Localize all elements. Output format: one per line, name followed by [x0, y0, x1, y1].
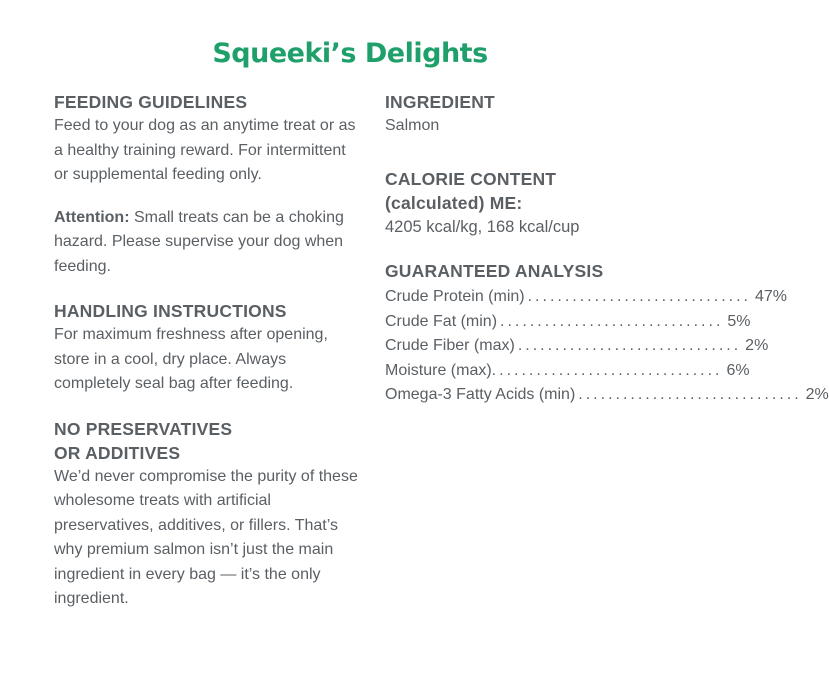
handling-instructions-heading: HANDLING INSTRUCTIONS: [54, 301, 287, 321]
analysis-value: 6%: [726, 361, 750, 379]
no-preservatives-text: We’d never compromise the purity of these wholesome treats with artificial preservatives, additives, or fillers. That’s why premium salmon isn’t just the main ingredient in every bag — it’s the only ingredient.: [54, 467, 358, 607]
right-column: [385, 90, 829, 424]
guaranteed-analysis-table: [385, 285, 829, 408]
analysis-label: Crude Fat (min): [385, 312, 498, 330]
attention-text: Small treats can be a choking hazard. Please supervise your dog when feeding.: [54, 208, 344, 275]
analysis-row: [385, 310, 751, 335]
analysis-value: 5%: [727, 312, 751, 330]
ingredient-text: Salmon: [385, 117, 440, 134]
analysis-label: Moisture (max).: [385, 361, 497, 379]
analysis-label: Crude Fiber (max): [385, 337, 515, 354]
feeding-guidelines-section: [54, 90, 364, 188]
no-preservatives-section: [54, 417, 364, 612]
feeding-guidelines-heading: FEEDING GUIDELINES: [54, 92, 248, 112]
no-preservatives-heading-line1: NO PRESERVATIVES: [54, 418, 233, 439]
leader-dots: ..............................: [517, 337, 742, 354]
guaranteed-analysis-section: [385, 259, 829, 408]
leader-dots: ..............................: [500, 312, 724, 330]
feeding-guidelines-text: Feed to your dog as an anytime treat or as a healthy training reward. For intermittent or supplemental feeding only.: [54, 117, 356, 183]
analysis-row: [385, 383, 829, 408]
attention-note: [54, 206, 364, 280]
analysis-label: Crude Protein (min): [385, 288, 525, 305]
analysis-value: 2%: [745, 337, 769, 354]
ingredient-heading: INGREDIENT: [385, 92, 495, 112]
analysis-row: [385, 285, 787, 310]
handling-instructions-text: For maximum freshness after opening, store in a cool, dry place. Always completely seal bag after feeding.: [54, 326, 328, 392]
analysis-value: 2%: [805, 386, 829, 403]
no-preservatives-heading-line2: OR ADDITIVES: [54, 442, 181, 463]
calorie-content-heading-line2: (calculated) ME:: [385, 192, 523, 213]
analysis-value: 47%: [754, 288, 787, 305]
analysis-label: Omega-3 Fatty Acids (min): [385, 386, 576, 403]
calorie-content-section: [385, 167, 655, 240]
guaranteed-analysis-heading: GUARANTEED ANALYSIS: [385, 261, 604, 281]
leader-dots: ..............................: [578, 386, 802, 403]
leader-dots: ..............................: [527, 288, 751, 305]
leader-dots: ..............................: [499, 361, 723, 379]
attention-label: Attention:: [54, 208, 130, 226]
left-column: [54, 90, 364, 628]
handling-instructions-section: [54, 299, 364, 397]
page-title: Squeeki’s Delights: [212, 38, 488, 69]
calorie-content-heading-line1: CALORIE CONTENT: [385, 168, 557, 189]
ingredient-section: [385, 90, 655, 139]
calorie-content-text: 4205 kcal/kg, 168 kcal/cup: [385, 217, 580, 236]
analysis-row: [385, 359, 750, 384]
analysis-row: [385, 334, 769, 359]
